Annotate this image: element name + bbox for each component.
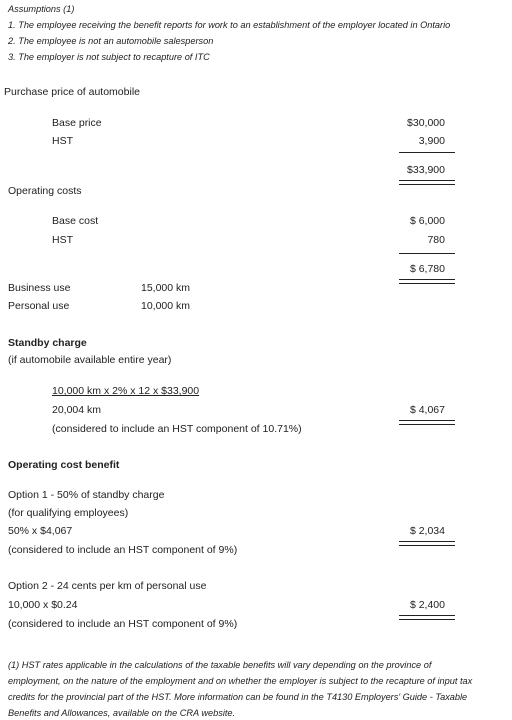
operating-heading: Operating costs	[8, 185, 82, 197]
business-use-value: 15,000 km	[141, 282, 191, 294]
total-double-rule	[399, 180, 455, 185]
standby-heading: Standby charge	[8, 337, 87, 349]
assumption-item: 2. The employee is not an automobile salesperson	[8, 36, 214, 46]
footnote-line: (1) HST rates applicable in the calculations of the taxable benefits will vary depending on the province of	[8, 660, 432, 670]
option1-value: $ 2,034	[409, 525, 445, 537]
standby-denominator: 20,004 km	[52, 404, 102, 416]
operating-hst-label: HST	[52, 234, 73, 246]
option2-calc: 10,000 x $0.24	[8, 599, 78, 611]
assumption-item: 3. The employer is not subject to recapture of ITC	[8, 52, 210, 62]
option2-value: $ 2,400	[409, 599, 445, 611]
operating-base-label: Base cost	[52, 215, 99, 227]
standby-subheading: (if automobile available entire year)	[8, 354, 172, 366]
standby-value: $ 4,067	[409, 404, 445, 416]
purchase-hst-label: HST	[52, 135, 73, 147]
total-double-rule	[399, 615, 455, 620]
footnote-line: Benefits and Allowances, available on the CRA website.	[8, 708, 236, 718]
total-double-rule	[399, 420, 455, 425]
footnote-line: employment, on the nature of the employment and on whether the employer is subject to the recapture of input tax	[8, 676, 473, 686]
standby-numerator: 10,000 km x 2% x 12 x $33,900	[52, 385, 200, 397]
footnote-line: credits for the provincial part of the HST. More information can be found in the T4130 Employers' Guide - Taxable	[8, 692, 468, 702]
assumptions-heading: Assumptions (1)	[8, 4, 75, 14]
standby-note: (considered to include an HST component of 10.71%)	[52, 423, 302, 435]
operating-base-value: $ 6,000	[409, 215, 445, 227]
personal-use-label: Personal use	[8, 300, 70, 312]
personal-use-value: 10,000 km	[141, 300, 191, 312]
option1-qualifier: (for qualifying employees)	[8, 507, 129, 519]
subtotal-rule	[399, 152, 455, 153]
option2-note: (considered to include an HST component of 9%)	[8, 618, 238, 630]
purchase-hst-value: 3,900	[418, 135, 445, 147]
business-use-label: Business use	[8, 282, 71, 294]
purchase-heading: Purchase price of automobile	[4, 86, 140, 98]
purchase-base-value: $30,000	[407, 117, 445, 129]
purchase-base-label: Base price	[52, 117, 102, 129]
purchase-total-value: $33,900	[407, 164, 445, 176]
operating-total-value: $ 6,780	[409, 263, 445, 275]
operating-hst-value: 780	[427, 234, 445, 246]
total-double-rule	[399, 541, 455, 546]
option1-calc: 50% x $4,067	[8, 525, 73, 537]
operating-benefit-heading: Operating cost benefit	[8, 459, 120, 471]
option1-title: Option 1 - 50% of standby charge	[8, 489, 165, 501]
assumption-item: 1. The employee receiving the benefit reports for work to an establishment of the employer located in Ontario	[8, 20, 451, 30]
total-double-rule	[399, 279, 455, 284]
option2-title: Option 2 - 24 cents per km of personal use	[8, 580, 207, 592]
subtotal-rule	[399, 253, 455, 254]
option1-note: (considered to include an HST component of 9%)	[8, 544, 238, 556]
